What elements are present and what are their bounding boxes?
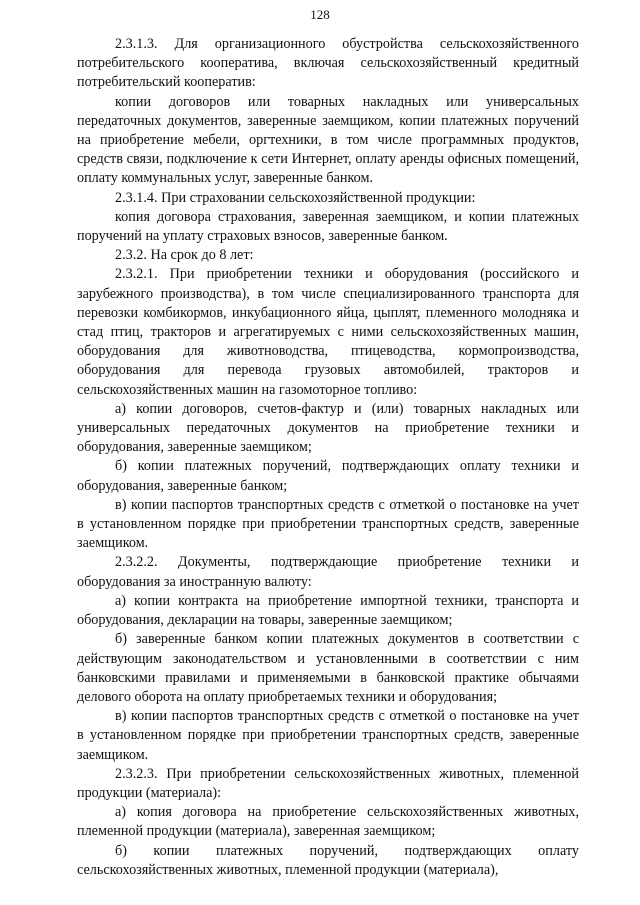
paragraph-2-3-2: 2.3.2. На срок до 8 лет:	[115, 247, 254, 264]
paragraph-2-3-2-3: 2.3.2.3. При приобретении сельскохозяйственных животных, племенной продукции (материала):	[77, 765, 579, 801]
paragraph-2-3-2-3-b: б) копии платежных поручений, подтверждающих оплату сельскохозяйственных животных, племенной продукции (материала),	[77, 842, 579, 878]
paragraph-2-3-2-2-v: в) копии паспортов транспортных средств с отметкой о постановке на учет в установленном порядке при приобретении транспортных средств, заверенные заемщиком.	[77, 708, 579, 763]
paragraph-2-3-2-1-a: а) копии договоров, счетов-фактур и (или) товарных накладных или универсальных передаточных документов на приобретение техники и оборудования, заверенные заемщиком;	[77, 400, 579, 456]
paragraph-2-3-2-2-a: а) копии контракта на приобретение импортной техники, транспорта и оборудования, декларации на товары, заверенные заемщиком;	[77, 592, 579, 629]
paragraph-2-3-2-1-v: в) копии паспортов транспортных средств с отметкой о постановке на учет в установленном порядке при приобретении транспортных средств, заверенные заемщиком.	[77, 496, 579, 552]
paragraph-2-3-1-3: 2.3.1.3. Для организационного обустройства сельскохозяйственного потребительского кооператива, включая сельскохозяйственный кредитный потребительский кооператив:	[77, 36, 579, 91]
paragraph-2-3-2-1: 2.3.2.1. При приобретении техники и оборудования (российского и зарубежного производства), в том числе специализированного транспорта для перевозки комбикормов, инкубационного яйца, цыплят, племенного молодняка и стад птиц, тракторов и агрегатируемых с ними сельскохозяйственных машин, оборудования для животноводства, птицеводства, кормопроизводства, оборудования для перевода грузовых автомобилей, тракторов и сельскохозяйственных машин на газомоторное топливо:	[77, 266, 579, 398]
paragraph-2-3-1-4: 2.3.1.4. При страховании сельскохозяйственной продукции:	[115, 189, 476, 206]
page-number: 128	[310, 7, 330, 22]
paragraph-2-3-2-2-b: б) заверенные банком копии платежных документов в соответствии с действующим законодательством и установленными в соответствии с ним банковскими правилами и применяемыми в банковской практике обычаями делового оборота на оплату приобретаемых техники и оборудования;	[77, 631, 579, 705]
paragraph-2-3-1-3-docs: копии договоров или товарных накладных или универсальных передаточных документов, заверенные заемщиком, копии платежных поручений на приобретение мебели, оргтехники, в том числе программных продуктов, средств связи, подключение к сети Интернет, оплату аренды офисных помещений, оплату коммунальных услуг, заверенные банком.	[77, 93, 579, 187]
document-body	[77, 35, 579, 880]
paragraph-2-3-2-1-b: б) копии платежных поручений, подтверждающих оплату техники и оборудования, заверенные банком;	[77, 458, 579, 494]
paragraph-2-3-1-4-docs: копия договора страхования, заверенная заемщиком, и копии платежных поручений на уплату страховых взносов, заверенные банком.	[77, 208, 579, 245]
paragraph-2-3-2-2: 2.3.2.2. Документы, подтверждающие приобретение техники и оборудования за иностранную валюту:	[77, 554, 579, 590]
paragraph-2-3-2-3-a: а) копия договора на приобретение сельскохозяйственных животных, племенной продукции (материала), заверенная заемщиком;	[77, 804, 579, 840]
